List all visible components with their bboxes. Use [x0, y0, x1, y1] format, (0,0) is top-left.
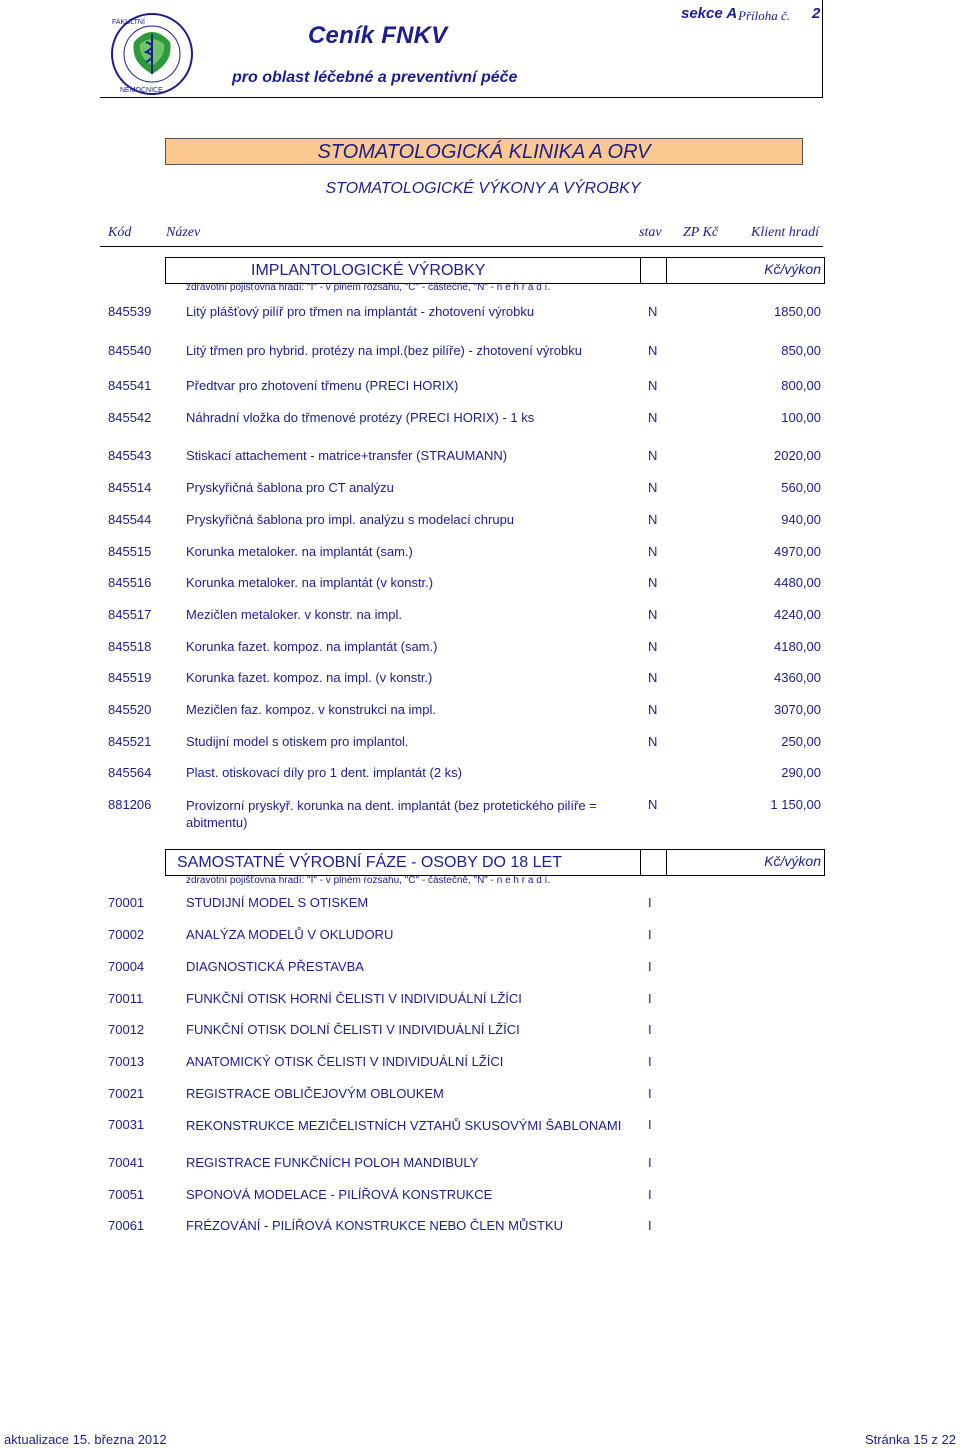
page-title: Ceník FNKV — [308, 22, 448, 49]
row-code: 845520 — [108, 702, 152, 717]
group-header-implant-products — [165, 257, 825, 284]
row-code: 845541 — [108, 378, 152, 393]
row-price: 3070,00 — [774, 702, 821, 717]
row-name: DIAGNOSTICKÁ PŘESTAVBA — [186, 959, 364, 974]
group-divider — [666, 850, 667, 875]
row-name: Předtvar pro zhotovení třmenu (PRECI HORIX) — [186, 378, 459, 393]
row-code: 845515 — [108, 544, 152, 559]
row-code: 70004 — [108, 959, 145, 974]
row-status: I — [648, 1155, 652, 1170]
row-price: 560,00 — [781, 480, 821, 495]
row-price: 4480,00 — [774, 575, 821, 590]
column-header-insurance: ZP Kč — [683, 225, 719, 240]
row-price: 4180,00 — [774, 639, 821, 654]
row-code: 70013 — [108, 1054, 145, 1069]
row-price: 850,00 — [781, 343, 821, 358]
row-price: 4240,00 — [774, 607, 821, 622]
row-price: 800,00 — [781, 378, 821, 393]
row-status: N — [648, 343, 658, 358]
insurance-note: zdravotní pojišťovna hradí: "I" - v plném rozsahu, "C" - částečně, "N" - n e h r a d í. — [186, 282, 551, 293]
group-title: IMPLANTOLOGICKÉ VÝROBKY — [251, 262, 486, 279]
row-code: 70021 — [108, 1086, 145, 1101]
row-status: I — [648, 1218, 652, 1233]
row-name: SPONOVÁ MODELACE - PILÍŘOVÁ KONSTRUKCE — [186, 1187, 493, 1202]
footer-updated: aktualizace 15. března 2012 — [4, 1432, 167, 1447]
appendix-number: 2 — [812, 5, 821, 22]
row-code: 845540 — [108, 343, 152, 358]
row-status: I — [648, 959, 652, 974]
row-status: I — [648, 1187, 652, 1202]
row-price: 1 150,00 — [770, 797, 821, 812]
insurance-note: zdravotní pojišťovna hradí: "I" - v plném rozsahu, "C" - částečně, "N" - n e h r a d í. — [186, 875, 551, 886]
row-name: Korunka fazet. kompoz. na implantát (sam.) — [186, 639, 438, 654]
row-name: Litý plášťový pilíř pro třmen na implantát - zhotovení výrobku — [186, 304, 535, 319]
row-code: 845542 — [108, 410, 152, 425]
row-name: Korunka metaloker. na implantát (v konstr.) — [186, 575, 434, 590]
row-name: FUNKČNÍ OTISK DOLNÍ ČELISTI V INDIVIDUÁLNÍ LŽÍCI — [186, 1022, 520, 1037]
row-name: Korunka fazet. kompoz. na impl. (v konstr.) — [186, 670, 433, 685]
row-name: FUNKČNÍ OTISK HORNÍ ČELISTI V INDIVIDUÁLNÍ LŽÍCI — [186, 991, 522, 1006]
row-code: 845514 — [108, 480, 152, 495]
row-name: Mezičlen faz. kompoz. v konstrukci na impl. — [186, 702, 436, 717]
row-code: 70012 — [108, 1022, 145, 1037]
row-name: FRÉZOVÁNÍ - PILÍŘOVÁ KONSTRUKCE NEBO ČLEN MŮSTKU — [186, 1218, 564, 1233]
row-status: N — [648, 378, 658, 393]
row-name: REGISTRACE FUNKČNÍCH POLOH MANDIBULY — [186, 1155, 479, 1170]
row-name: ANALÝZA MODELŮ V OKLUDORU — [186, 927, 394, 942]
row-code: 881206 — [108, 797, 152, 812]
row-price: 100,00 — [781, 410, 821, 425]
row-status: N — [648, 512, 658, 527]
row-status: I — [648, 927, 652, 942]
row-name: Stiskací attachement - matrice+transfer (STRAUMANN) — [186, 448, 508, 463]
row-status: N — [648, 575, 658, 590]
hospital-logo — [100, 12, 204, 96]
footer-page-number: Stránka 15 z 22 — [864, 1432, 956, 1447]
row-name: Provizorní pryskyř. korunka na dent. implantát (bez protetického pilíře = abitmentu) — [186, 798, 597, 830]
group-divider — [640, 850, 641, 875]
row-price: 290,00 — [781, 765, 821, 780]
row-code: 70011 — [108, 991, 144, 1006]
column-header-client-pays: Klient hradí — [751, 225, 820, 240]
row-status: N — [648, 702, 658, 717]
row-status: I — [648, 895, 652, 910]
row-code: 70002 — [108, 927, 145, 942]
group-unit-label: Kč/výkon — [764, 853, 821, 869]
group-header-production-phases — [165, 849, 825, 876]
row-price: 1850,00 — [774, 304, 821, 319]
section-label: sekce A — [681, 5, 738, 22]
row-code: 845516 — [108, 575, 152, 590]
row-status: N — [648, 639, 658, 654]
appendix-label: Příloha č. — [738, 8, 790, 23]
column-header-name: Název — [166, 225, 201, 240]
row-name: Plast. otiskovací díly pro 1 dent. implantát (2 ks) — [186, 765, 463, 780]
row-status: N — [648, 797, 658, 812]
row-status: N — [648, 734, 658, 749]
row-status: I — [648, 1086, 652, 1101]
row-name: Pryskyřičná šablona pro CT analýzu — [186, 480, 394, 495]
row-status: I — [648, 1117, 652, 1132]
row-name: Studijní model s otiskem pro implantol. — [186, 734, 409, 749]
row-status: N — [648, 544, 658, 559]
row-status: N — [648, 670, 658, 685]
row-price: 250,00 — [781, 734, 821, 749]
department-banner: STOMATOLOGICKÁ KLINIKA A ORV — [165, 138, 803, 165]
row-code: 845539 — [108, 304, 152, 319]
page-subtitle: pro oblast léčebné a preventivní péče — [232, 69, 518, 86]
header-vertical-divider — [822, 0, 823, 98]
row-status: I — [648, 1022, 652, 1037]
row-code: 70061 — [108, 1218, 145, 1233]
department-subtitle: STOMATOLOGICKÉ VÝKONY A VÝROBKY — [325, 180, 641, 197]
row-price: 4360,00 — [774, 670, 821, 685]
row-code: 845518 — [108, 639, 152, 654]
svg-text:NEMOCNICE: NEMOCNICE — [120, 87, 163, 94]
group-title: SAMOSTATNÉ VÝROBNÍ FÁZE - OSOBY DO 18 LET — [177, 854, 562, 871]
row-name: Pryskyřičná šablona pro impl. analýzu s modelací chrupu — [186, 512, 515, 527]
row-name: Mezičlen metaloker. v konstr. na impl. — [186, 607, 403, 622]
header-divider — [100, 97, 823, 98]
row-price: 2020,00 — [774, 448, 821, 463]
row-name: STUDIJNÍ MODEL S OTISKEM — [186, 895, 369, 910]
row-name: Korunka metaloker. na implantát (sam.) — [186, 544, 413, 559]
row-status: N — [648, 607, 658, 622]
row-name: REKONSTRUKCE MEZIČELISTNÍCH VZTAHŮ SKUSOVÝMI ŠABLONAMI — [186, 1118, 622, 1133]
row-status: N — [648, 448, 658, 463]
row-status: I — [648, 1054, 652, 1069]
row-code: 70041 — [108, 1155, 145, 1170]
row-status: N — [648, 304, 658, 319]
row-price: 940,00 — [781, 512, 821, 527]
row-code: 845517 — [108, 607, 152, 622]
row-name: Litý třmen pro hybrid. protézy na impl.(bez pilíře) - zhotovení výrobku — [186, 343, 582, 358]
row-status: I — [648, 991, 652, 1006]
row-code: 70031 — [108, 1117, 145, 1132]
row-code: 845543 — [108, 448, 152, 463]
column-header-status: stav — [639, 225, 662, 240]
column-header-code: Kód — [108, 225, 132, 240]
row-code: 70001 — [108, 895, 145, 910]
row-code: 845519 — [108, 670, 152, 685]
column-header-divider — [100, 246, 823, 247]
row-code: 845544 — [108, 512, 152, 527]
row-status: N — [648, 480, 658, 495]
row-status: N — [648, 410, 658, 425]
row-code: 845521 — [108, 734, 152, 749]
group-divider — [640, 258, 641, 283]
row-code: 70051 — [108, 1187, 145, 1202]
svg-text:FAKULTNÍ: FAKULTNÍ — [112, 19, 145, 26]
row-name: ANATOMICKÝ OTISK ČELISTI V INDIVIDUÁLNÍ LŽÍCI — [186, 1054, 504, 1069]
row-price: 4970,00 — [774, 544, 821, 559]
row-name: REGISTRACE OBLIČEJOVÝM OBLOUKEM — [186, 1086, 444, 1101]
group-divider — [666, 258, 667, 283]
row-name: Náhradní vložka do třmenové protézy (PRECI HORIX) - 1 ks — [186, 410, 535, 425]
row-code: 845564 — [108, 765, 152, 780]
group-unit-label: Kč/výkon — [764, 261, 821, 277]
